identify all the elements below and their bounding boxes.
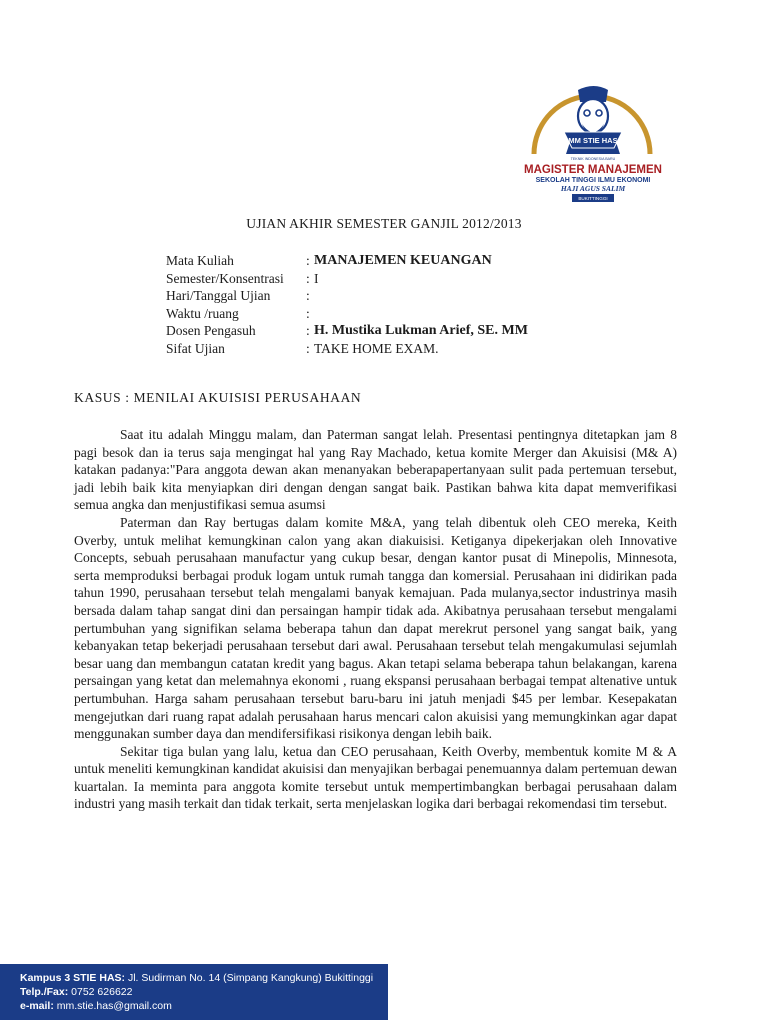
logo-line3: HAJI AGUS SALIM bbox=[560, 184, 626, 193]
info-label: Dosen Pengasuh bbox=[166, 323, 256, 339]
paragraph: Paterman dan Ray bertugas dalam komite M&A, yang telah dibentuk oleh CEO mereka, Keith Overby, untuk melihat kemungkinan calon yang akan diakuisisi. Ketiganya dipekerjakan oleh Innovative Concepts, sebuah perusahaan manufactur yang cukup besar, dengan kantor pusat di Minepolis, Minnesota, serta memproduksi berbagai produk logam untuk rumah tangga dan komersial. Perusahaan ini didirikan pada tahun 1990, perusahaan tersebut telah mengalami banyak kemajuan. Pada mulanya,sector industrinya masih bersada dalam tahap sangat dini dan persaingan hampir tidak ada. Akibatnya perusahaan tersebut mengalami pertumbuhan yang signifikan selama beberapa tahun dan dapat merekrut personel yang sangat baik, yang kebanyakan tetap bekerjadi perusahaan tersebut dari awal. Perusahaan tersebut telah mengakumulasi sejumlah besar uang dan membangun catatan kredit yang bagus. Akan tetapi selama beberapa tahun belakangan, karena persaingan yang ketat dan melemahnya ekonomi , ruang ekspansi perusahaan berbagai tempat altenative untuk pertumbuhan. Harga saham perusahaan tersebut baru-baru ini jatuh menjadi $45 per lembar. Kesepakatan mengejutkan dari ruang rapat adalah perusahaan harus mencari calon akuisisi yang memungkinkan agar dapat menggunakan sumber daya dan mendifersifikasi risikonya dengan lebih baik. bbox=[74, 514, 677, 742]
paragraph: Saat itu adalah Minggu malam, dan Paterman sangat lelah. Presentasi pentingnya ditetapkan jam 8 pagi besok dan ia terus saja mengingat hal yang Ray Machado, ketua komite Merger dan Akuisisi (M& A) katakan padanya:"Para anggota dewan akan menanyakan beberapapertanyaan sulit pada pertemuan tersebut, jadi lebih baik kita menyiapkan diri dengan dengan sangat baik. Pastikan bahwa kita dapat memverifikasi semua angka dan menjustifikasi semua asumsi bbox=[74, 427, 677, 513]
footer-campus bbox=[20, 972, 373, 984]
footer-email-label: e-mail: bbox=[20, 1000, 54, 1012]
logo-face bbox=[578, 99, 608, 133]
info-label: Hari/Tanggal Ujian bbox=[166, 288, 271, 304]
info-separator: : bbox=[306, 288, 310, 304]
logo-tagline: TEKNIK INDONESIA BARU bbox=[570, 157, 616, 161]
paragraph: Sekitar tiga bulan yang lalu, ketua dan CEO perusahaan, Keith Overby, membentuk komite M & A untuk meneliti kemungkinan kandidat akuisisi dan menyajikan berbagai penemuannya dalam pertemuan dewan kuartalan. Ia meminta para anggota komite tersebut untuk mempertimbangkan berbagai perusahaan dalam industri yang masih terkait dan tidak terkait, serta menjelaskan logika dari berbagai rekomendasi tim tersebut. bbox=[74, 743, 677, 812]
info-value: H. Mustika Lukman Arief, SE. MM bbox=[314, 323, 528, 339]
footer-campus-address: Jl. Sudirman No. 14 (Simpang Kangkung) Bukittinggi bbox=[127, 972, 374, 984]
footer-email-address[interactable]: mm.stie.has@gmail.com bbox=[56, 1000, 172, 1012]
logo-badge-text: MM STIE HAS bbox=[568, 136, 618, 145]
info-label: Mata Kuliah bbox=[166, 253, 234, 268]
footer-campus-label: Kampus 3 STIE HAS: bbox=[20, 972, 126, 984]
info-value: I bbox=[314, 270, 319, 286]
footer-contact-box bbox=[0, 964, 388, 1020]
footer-email bbox=[20, 1000, 172, 1012]
footer-phone-number: 0752 626622 bbox=[71, 986, 133, 998]
logo-city: BUKITTINGGI bbox=[578, 196, 608, 201]
footer-phone bbox=[20, 986, 132, 998]
exam-title: UJIAN AKHIR SEMESTER GANJIL 2012/2013 bbox=[246, 216, 522, 231]
logo-line1: MAGISTER MANAJEMEN bbox=[523, 164, 662, 176]
info-label: Sifat Ujian bbox=[166, 340, 225, 356]
info-value: TAKE HOME EXAM. bbox=[314, 340, 439, 356]
info-label: Waktu /ruang bbox=[166, 305, 239, 321]
info-value: MANAJEMEN KEUANGAN bbox=[314, 253, 492, 268]
info-separator: : bbox=[306, 340, 310, 356]
info-separator: : bbox=[306, 305, 310, 321]
footer-phone-label: Telp./Fax: bbox=[20, 986, 69, 998]
case-body bbox=[74, 426, 677, 813]
info-label: Semester/Konsentrasi bbox=[166, 270, 284, 286]
info-separator: : bbox=[306, 270, 310, 286]
institution-logo bbox=[522, 68, 662, 204]
info-separator: : bbox=[306, 253, 310, 268]
info-separator: : bbox=[306, 323, 310, 339]
logo-line2: SEKOLAH TINGGI ILMU EKONOMI bbox=[535, 177, 651, 184]
logo-emblem bbox=[522, 68, 662, 204]
case-title: KASUS : MENILAI AKUISISI PERUSAHAAN bbox=[74, 390, 362, 405]
